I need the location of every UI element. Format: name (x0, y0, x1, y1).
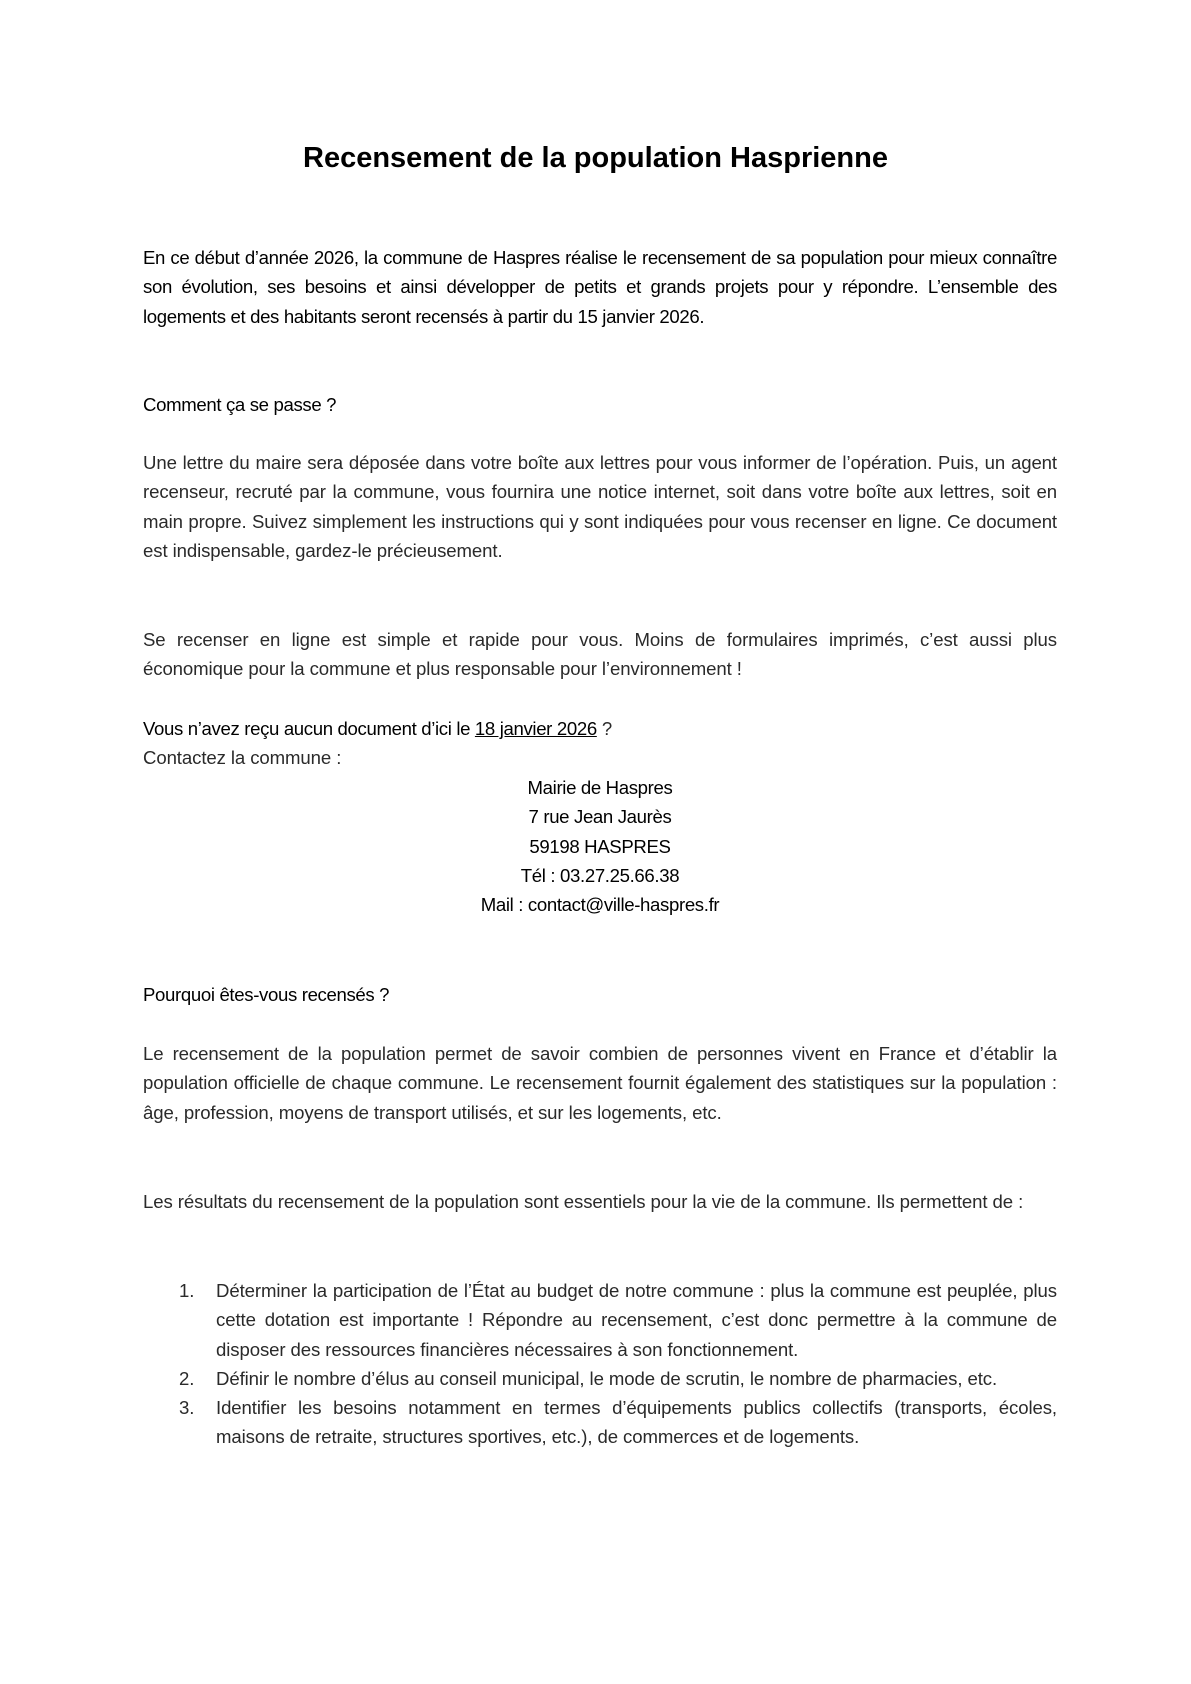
contact-question-text: Vous n’avez reçu aucun document d’ici le (143, 718, 475, 739)
contact-address-block (143, 773, 1057, 919)
list-item (143, 1393, 1057, 1452)
list-number: 3. (179, 1397, 195, 1419)
list-number: 1. (179, 1280, 195, 1301)
list-number: 2. (179, 1367, 195, 1389)
how-paragraph-2: Se recenser en ligne est simple et rapide pour vous. Moins de formulaires imprimés, c’est aussi plus économique pour la commune et plus responsable pour l’environnement ! (143, 629, 1057, 680)
list-text: Déterminer la participation de l’État au budget de notre commune : plus la commune est peuplée, plus cette dotation est importante ! Répondre au recensement, c’est donc permettre à la commune de disposer des ressources financières nécessaires à son fonctionnement. (216, 1280, 1057, 1360)
purpose-list (143, 1276, 1057, 1452)
contact-question (143, 714, 1057, 743)
how-paragraph-1: Une lettre du maire sera déposée dans votre boîte aux lettres pour vous informer de l’opération. Puis, un agent recenseur, recruté par la commune, vous fournira une notice internet, soit dans votre boîte aux lettres, soit en main propre. Suivez simplement les instructions qui y sont indiquées pour vous recenser en ligne. Ce document est indispensable, gardez-le précieusement. (143, 452, 1057, 561)
contact-name: Mairie de Haspres (527, 777, 673, 798)
list-item (143, 1364, 1057, 1393)
contact-deadline-date: 18 janvier 2026 (474, 718, 597, 739)
contact-city: 59198 HASPRES (529, 835, 671, 857)
contact-mail: Mail : contact@ville-haspres.fr (480, 894, 720, 916)
section-heading-why: Pourquoi êtes-vous recensés ? (143, 984, 390, 1005)
list-text: Identifier les besoins notamment en termes d’équipements publics collectifs (transports, écoles, maisons de retraite, structures sportives, etc.), de commerces et de logements. (216, 1397, 1057, 1448)
contact-street: 7 rue Jean Jaurès (528, 806, 672, 828)
section-heading-how: Comment ça se passe ? (143, 394, 337, 415)
list-text: Définir le nombre d’élus au conseil municipal, le mode de scrutin, le nombre de pharmacies, etc. (216, 1367, 998, 1389)
page-title: Recensement de la population Hasprienne (303, 142, 888, 174)
intro-paragraph: En ce début d’année 2026, la commune de Haspres réalise le recensement de sa population pour mieux connaître son évolution, ses besoins et ainsi développer de petits et grands projets pour y répondre. L’ensemble des logements et des habitants seront recensés à partir du 15 janvier 2026. (143, 247, 1057, 327)
why-paragraph-2: Les résultats du recensement de la population sont essentiels pour la vie de la commune. Ils permettent de : (143, 1191, 1024, 1212)
contact-phone: Tél : 03.27.25.66.38 (520, 864, 680, 886)
contact-intro: Contactez la commune : (143, 747, 342, 768)
contact-question-end: ? (596, 718, 613, 739)
list-item (143, 1276, 1057, 1364)
why-paragraph-1: Le recensement de la population permet de savoir combien de personnes vivent en France et d’établir la population officielle de chaque commune. Le recensement fournit également des statistiques sur la population : âge, profession, moyens de transport utilisés, et sur les logements, etc. (143, 1043, 1057, 1123)
